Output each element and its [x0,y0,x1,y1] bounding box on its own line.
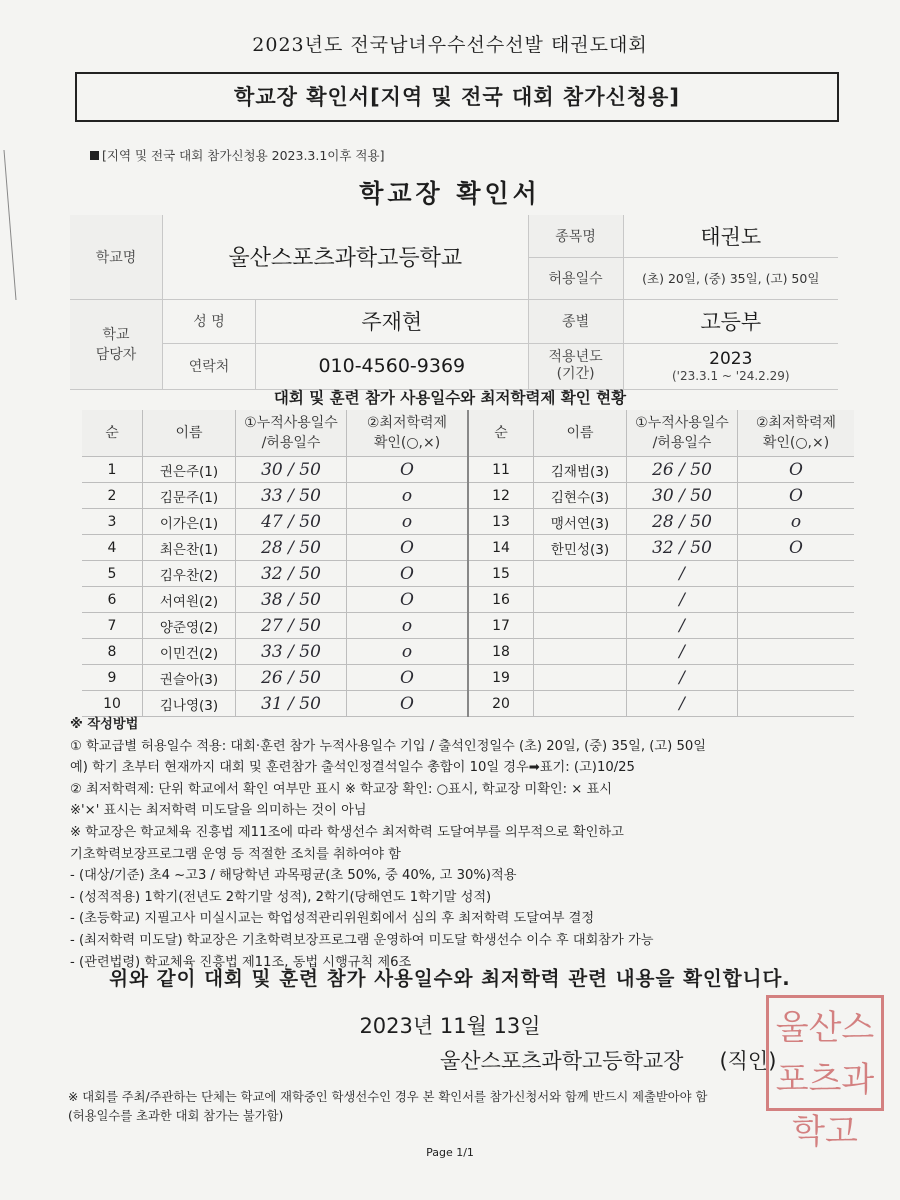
year-cell [623,343,838,389]
student-name: 양준영(2) [143,613,236,639]
days-label: 허용일수 [528,257,623,299]
reference-note: [지역 및 전국 대회 참가신청용 2023.3.1이후 적용] [90,146,384,164]
academic-check [738,639,855,665]
table-row [82,535,854,561]
instruction-line: 기초학력보장프로그램 운영 등 적절한 조치를 취하여야 함 [70,846,401,862]
instruction-line: ① 학교급별 허용일수 적용: 대회·훈련 참가 누적사용일수 기입 / 출석인정일수 (초) 20일, (중) 35일, (고) 50일 [70,738,706,754]
days-used: 47 / 50 [236,509,347,535]
row-number: 20 [468,691,534,717]
header-name: 이름 [143,410,236,457]
row-number: 6 [82,587,143,613]
allowed-days: (초) 20일, (중) 35일, (고) 50일 [623,257,838,299]
days-used: / [627,691,738,717]
table-row [82,509,854,535]
school-info-table [70,215,838,390]
academic-check: O [347,587,469,613]
manager-name: 주재현 [256,299,529,343]
student-name: 서여원(2) [143,587,236,613]
academic-check: O [347,457,469,483]
academic-check: O [347,561,469,587]
table-row [82,561,854,587]
section-title: 대회 및 훈련 참가 사용일수와 최저학력제 확인 현황 [273,389,627,407]
row-number: 18 [468,639,534,665]
table-row [82,639,854,665]
days-used: 38 / 50 [236,587,347,613]
square-bullet-icon [90,151,99,160]
days-used: / [627,613,738,639]
student-name [534,587,627,613]
days-used: 27 / 50 [236,613,347,639]
student-name: 맹서연(3) [534,509,627,535]
year-value: 2023 [709,349,753,369]
academic-check: o [347,639,469,665]
official-seal: 울산스포츠과학고 [766,995,884,1111]
header-no: 순 [468,410,534,457]
header-academic: ②최저학력제 확인(○,×) [347,410,469,457]
days-used: / [627,561,738,587]
academic-check [738,665,855,691]
table-row [82,483,854,509]
row-number: 11 [468,457,534,483]
row-number: 15 [468,561,534,587]
days-used: 32 / 50 [236,561,347,587]
instruction-line: - (초등학교) 지필고사 미실시교는 학업성적관리위원회에서 심의 후 최저학력 도달여부 결정 [70,911,595,927]
category-value: 고등부 [623,299,838,343]
academic-check: O [347,691,469,717]
academic-check: o [738,509,855,535]
academic-check [738,587,855,613]
academic-check: o [347,483,469,509]
row-number: 13 [468,509,534,535]
category-label: 종별 [528,299,623,343]
days-used: 33 / 50 [236,483,347,509]
student-name [534,613,627,639]
manager-label: 학교 담당자 [70,299,163,389]
table-row [82,691,854,717]
instructions [70,714,840,973]
row-number: 14 [468,535,534,561]
instruction-line: - (성적적용) 1학기(전년도 2학기말 성적), 2학기(당해연도 1학기말 성적) [70,889,492,905]
student-name [534,665,627,691]
row-number: 1 [82,457,143,483]
student-name: 김나영(3) [143,691,236,717]
days-used: 31 / 50 [236,691,347,717]
student-name: 김문주(1) [143,483,236,509]
student-name: 권은주(1) [143,457,236,483]
row-number: 12 [468,483,534,509]
signer [440,1045,776,1075]
days-used: / [627,587,738,613]
academic-check [738,691,855,717]
header-days: ①누적사용일수 /허용일수 [627,410,738,457]
row-number: 8 [82,639,143,665]
school-name: 울산스포츠과학고등학교 [163,215,529,299]
event-title: 2023년도 전국남녀우수선수선발 태권도대회 [252,34,648,56]
student-name: 김현수(3) [534,483,627,509]
student-name: 한민성(3) [534,535,627,561]
form-heading: 학교장 확인서 [359,179,541,208]
student-name [534,561,627,587]
days-used: 33 / 50 [236,639,347,665]
footnote [68,1088,848,1126]
row-number: 19 [468,665,534,691]
instruction-line: - (관련법령) 학교체육 진흥법 제11조, 동법 시행규칙 제6조 [70,954,412,970]
instruction-line: ※'×' 표시는 최저학력 미도달을 의미하는 것이 아님 [70,803,367,819]
issue-date: 2023년 11월 13일 [359,1014,541,1038]
row-number: 9 [82,665,143,691]
document-title: 학교장 확인서[지역 및 전국 대회 참가신청용] [75,72,839,122]
header-no: 순 [82,410,143,457]
days-used: 28 / 50 [236,535,347,561]
table-row [82,457,854,483]
footnote-line: (허용일수를 초과한 대회 참가는 불가함) [68,1109,284,1123]
row-number: 5 [82,561,143,587]
row-number: 16 [468,587,534,613]
days-used: 28 / 50 [627,509,738,535]
instruction-line: ※ 학교장은 학교체육 진흥법 제11조에 따라 학생선수 최저학력 도달여부를 의무적으로 확인하고 [70,824,624,840]
header-name: 이름 [534,410,627,457]
instruction-line: ② 최저학력제: 단위 학교에서 확인 여부만 표시 ※ 학교장 확인: ○표시, 학교장 미확인: × 표시 [70,781,613,797]
table-row [82,613,854,639]
instruction-line: - (최저학력 미도달) 학교장은 기초학력보장프로그램 운영하여 미도달 학생선수 이수 후 대회참가 가능 [70,932,654,948]
table-row [82,665,854,691]
student-name: 김재범(3) [534,457,627,483]
name-label: 성 명 [163,299,256,343]
row-number: 3 [82,509,143,535]
student-name: 이민건(2) [143,639,236,665]
student-table [82,410,854,717]
days-used: 26 / 50 [627,457,738,483]
academic-check: O [738,535,855,561]
student-name: 최은찬(1) [143,535,236,561]
days-used: 30 / 50 [627,483,738,509]
instruction-line: 예) 학기 초부터 현재까지 대회 및 훈련참가 출석인정결석일수 총합이 10일 경우➡표기: (고)10/25 [70,760,635,776]
row-number: 17 [468,613,534,639]
year-period: ('23.3.1 ~ '24.2.29) [671,369,790,383]
row-number: 2 [82,483,143,509]
academic-check: o [347,509,469,535]
days-used: / [627,639,738,665]
student-name: 김우찬(2) [143,561,236,587]
footnote-line: ※ 대회를 주최/주관하는 단체는 학교에 재학중인 학생선수인 경우 본 확인서를 참가신청서와 함께 반드시 제출받아야 함 [68,1090,708,1104]
header-days: ①누적사용일수 /허용일수 [236,410,347,457]
academic-check: O [738,457,855,483]
row-number: 4 [82,535,143,561]
header-academic: ②최저학력제 확인(○,×) [738,410,855,457]
confirmation-statement: 위와 같이 대회 및 훈련 참가 사용일수와 최저학력 관련 내용을 확인합니다. [109,967,791,990]
days-used: 32 / 50 [627,535,738,561]
seal-label: (직인) [719,1049,777,1073]
student-name [534,639,627,665]
academic-check: O [347,535,469,561]
student-name [534,691,627,717]
year-label: 적용년도 (기간) [528,343,623,389]
academic-check: O [347,665,469,691]
sport-value: 태권도 [623,215,838,257]
contact-label: 연락처 [163,343,256,389]
academic-check [738,613,855,639]
student-name: 이가은(1) [143,509,236,535]
instruction-line: - (대상/기준) 초4 ~고3 / 해당학년 과목평균(초 50%, 중 40%, 고 30%)적용 [70,868,517,884]
instructions-heading: ※ 작성방법 [70,717,139,732]
academic-check: o [347,613,469,639]
academic-check: O [738,483,855,509]
row-number: 7 [82,613,143,639]
signer-name: 울산스포츠과학고등학교장 [440,1049,684,1073]
student-name: 권슬아(3) [143,665,236,691]
days-used: 26 / 50 [236,665,347,691]
table-row [82,587,854,613]
days-used: / [627,665,738,691]
academic-check [738,561,855,587]
school-label: 학교명 [70,215,163,299]
sport-label: 종목명 [528,215,623,257]
row-number: 10 [82,691,143,717]
page-number: Page 1/1 [426,1146,474,1159]
days-used: 30 / 50 [236,457,347,483]
contact-value: 010-4560-9369 [256,343,529,389]
